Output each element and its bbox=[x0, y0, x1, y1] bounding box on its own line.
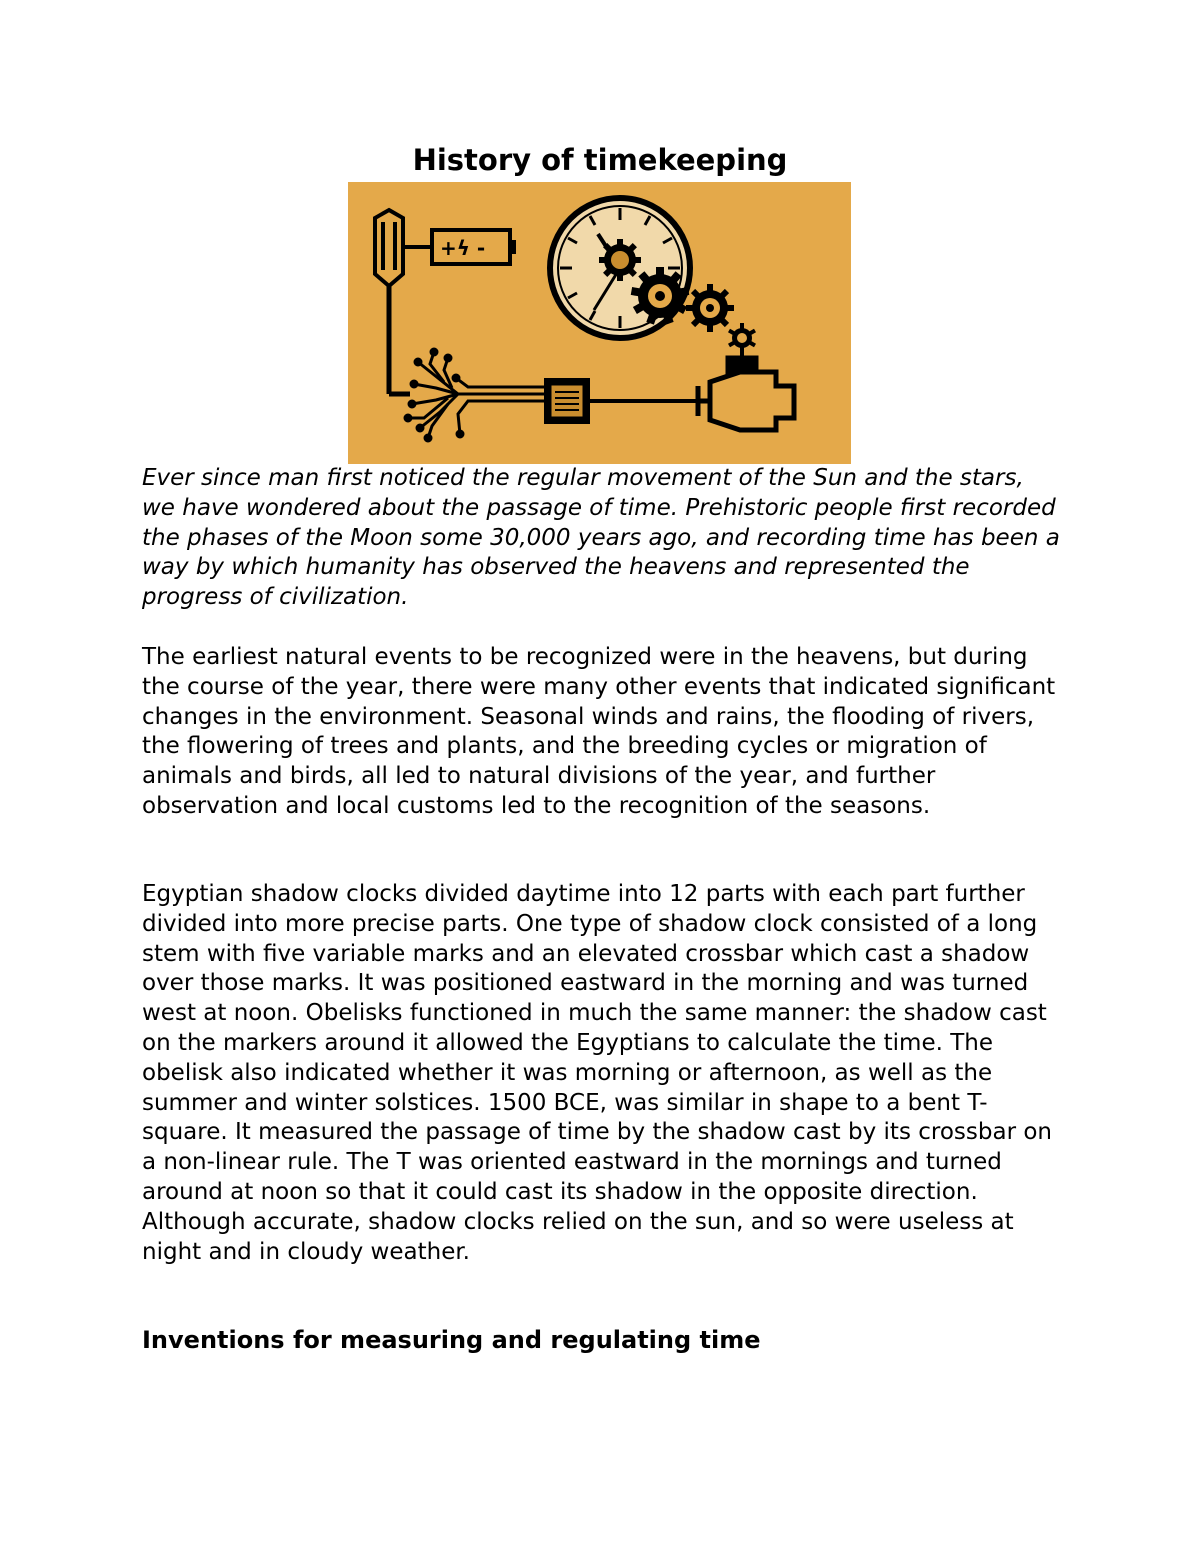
battery-icon bbox=[432, 230, 516, 264]
intro-paragraph: Ever since man first noticed the regular movement of the Sun and the stars, we have wondered about the passage of time. Prehistoric people first recorded the phases of the Moon some 30,000 years ago, and recording time has been a way by which humanity has observed the heavens and represented the progress of civilization. bbox=[142, 465, 1060, 611]
battery-label: +ϟ - bbox=[440, 236, 486, 260]
section-heading: Inventions for measuring and regulating time bbox=[142, 1326, 761, 1354]
clockwork-circuit-illustration bbox=[348, 182, 851, 464]
natural-events-paragraph: The earliest natural events to be recognized were in the heavens, but during the course of the year, there were many other events that indicated significant changes in the environment. Seasonal winds and rains, the flooding of rivers, the flowering of trees and plants, and the breeding cycles or migration of animals and birds, all led to natural divisions of the year, and further observation and local customs led to the recognition of the seasons. bbox=[142, 644, 1056, 819]
chip-icon bbox=[544, 378, 590, 424]
circuit-tree-icon bbox=[405, 349, 508, 441]
page-title: History of timekeeping bbox=[412, 143, 788, 177]
crystal-icon bbox=[375, 210, 403, 286]
shadow-clocks-paragraph: Egyptian shadow clocks divided daytime into 12 parts with each part further divided into more precise parts. One type of shadow clock consisted of a long stem with five variable marks and an elevated crossbar which cast a shadow over those marks. It was positioned eastward in the morning and was turned west at noon. Obelisks functioned in much the same manner: the shadow cast on the markers around it allowed the Egyptians to calculate the time. The obelisk also indicated whether it was morning or afternoon, as well as the summer and winter solstices. 1500 BCE, was similar in shape to a bent T-square. It measured the passage of time by the shadow cast by its crossbar on a non-linear rule. The T was oriented eastward in the mornings and turned around at noon so that it could cast its shadow in the opposite direction. Although accurate, shadow clocks relied on the sun, and so were useless at night and in cloudy weather. bbox=[142, 881, 1052, 1265]
motor-icon bbox=[698, 358, 794, 430]
